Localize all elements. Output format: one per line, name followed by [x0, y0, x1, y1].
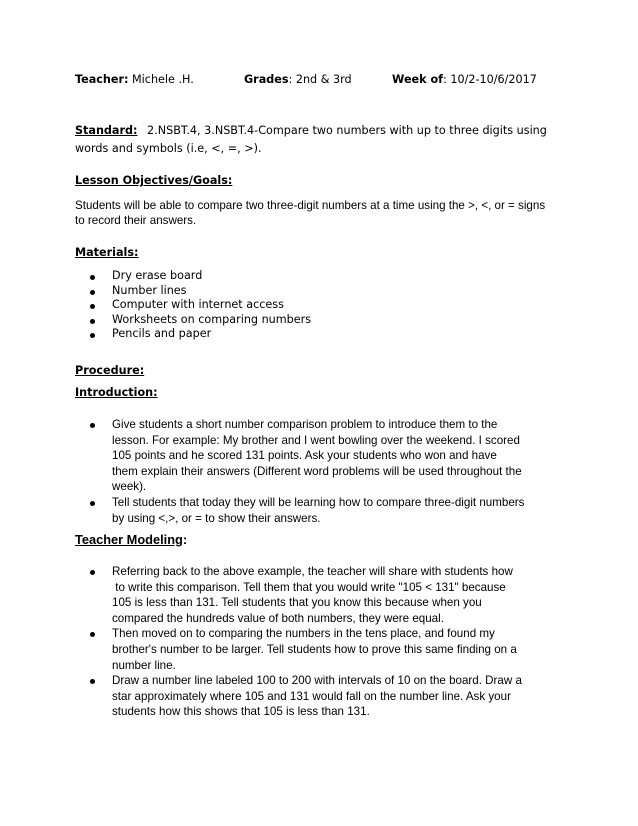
- objectives-line-1: Students will be able to compare two three-digit numbers at a time using the >, <, or = signs: [75, 199, 546, 212]
- objectives-heading: Lesson Objectives/Goals:: [75, 174, 233, 187]
- bullet-icon: [90, 319, 95, 324]
- teacher-field: [75, 73, 194, 86]
- list-item: [112, 298, 311, 313]
- list-item: [112, 564, 592, 626]
- material-item-text: Number lines: [112, 283, 187, 297]
- bullet-icon: [90, 501, 95, 506]
- objectives-text: [75, 198, 595, 228]
- week-field: [392, 73, 537, 86]
- standard-label: Standard:: [75, 124, 138, 137]
- bullet-icon: [90, 679, 95, 684]
- bullet-icon: [90, 304, 95, 309]
- modeling-line: star approximately where 105 and 131 would fall on the number line. Ask your: [112, 689, 511, 703]
- modeling-line: Then moved on to comparing the numbers in the tens place, and found my: [112, 627, 495, 641]
- grades-field: [244, 73, 352, 86]
- list-item: [112, 417, 592, 495]
- intro-line: by using <,>, or = to show their answers.: [112, 511, 321, 525]
- modeling-line: 105 is less than 131. Tell students that you know this because when you: [112, 596, 482, 610]
- week-label: Week of: [392, 73, 444, 86]
- teacher-value: Michele .H.: [132, 73, 194, 86]
- grades-value: : 2nd & 3rd: [288, 73, 352, 86]
- list-item: [112, 626, 592, 673]
- teacher-label: Teacher:: [75, 73, 129, 86]
- list-item: [112, 327, 311, 342]
- intro-line: lesson. For example: My brother and I went bowling over the weekend. I scored: [112, 433, 520, 447]
- modeling-line: brother's number to be larger. Tell students how to prove this same finding on a: [112, 642, 517, 656]
- list-item: [112, 269, 311, 284]
- modeling-line: Draw a number line labeled 100 to 200 with intervals of 10 on the board. Draw a: [112, 674, 522, 688]
- introduction-list: [112, 417, 592, 526]
- objectives-line-2: to record their answers.: [75, 214, 197, 227]
- modeling-line: students how this shows that 105 is less than 131.: [112, 705, 370, 719]
- bullet-icon: [90, 333, 95, 338]
- intro-line: Give students a short number comparison problem to introduce them to the: [112, 418, 498, 431]
- week-value: : 10/2-10/6/2017: [443, 73, 537, 86]
- modeling-line: Referring back to the above example, the teacher will share with students how: [112, 565, 513, 578]
- materials-list: [112, 269, 311, 342]
- material-item-text: Dry erase board: [112, 269, 203, 282]
- material-item-text: Pencils and paper: [112, 327, 212, 340]
- list-item: [112, 495, 592, 526]
- materials-heading: Materials:: [75, 246, 139, 259]
- procedure-heading: Procedure:: [75, 364, 145, 377]
- modeling-heading-colon: :: [182, 532, 188, 547]
- bullet-icon: [90, 632, 95, 637]
- list-item: [112, 284, 311, 299]
- standard-text-1: 2.NSBT.4, 3.NSBT.4-Compare two numbers with up to three digits using: [147, 124, 547, 137]
- standard-line-1: [75, 122, 547, 140]
- modeling-list: [112, 564, 592, 720]
- bullet-icon: [90, 290, 95, 295]
- intro-line: them explain their answers (Different word problems will be used throughout the: [112, 464, 522, 478]
- modeling-heading: [75, 532, 187, 547]
- material-item-text: Computer with internet access: [112, 298, 284, 311]
- standard-section: [75, 122, 547, 158]
- intro-line: week).: [112, 480, 147, 494]
- standard-text-2: words and symbols (i.e, <, =, >).: [75, 142, 262, 155]
- material-item-text: Worksheets on comparing numbers: [112, 312, 312, 326]
- modeling-line: number line.: [112, 658, 176, 672]
- list-item: [112, 313, 311, 328]
- bullet-icon: [90, 570, 95, 575]
- modeling-line: to write this comparison. Tell them that you would write "105 < 131" because: [112, 580, 506, 594]
- bullet-icon: [90, 423, 95, 428]
- intro-line: Tell students that today they will be learning how to compare three-digit numbers: [112, 495, 525, 509]
- intro-line: 105 points and he scored 131 points. Ask your students who won and have: [112, 449, 497, 463]
- grades-label: Grades: [244, 73, 289, 86]
- introduction-heading: Introduction:: [75, 386, 158, 399]
- bullet-icon: [90, 275, 95, 280]
- modeling-line: compared the hundreds value of both numbers, they were equal.: [112, 611, 444, 625]
- list-item: [112, 673, 592, 720]
- modeling-heading-text: Teacher Modeling: [75, 532, 183, 547]
